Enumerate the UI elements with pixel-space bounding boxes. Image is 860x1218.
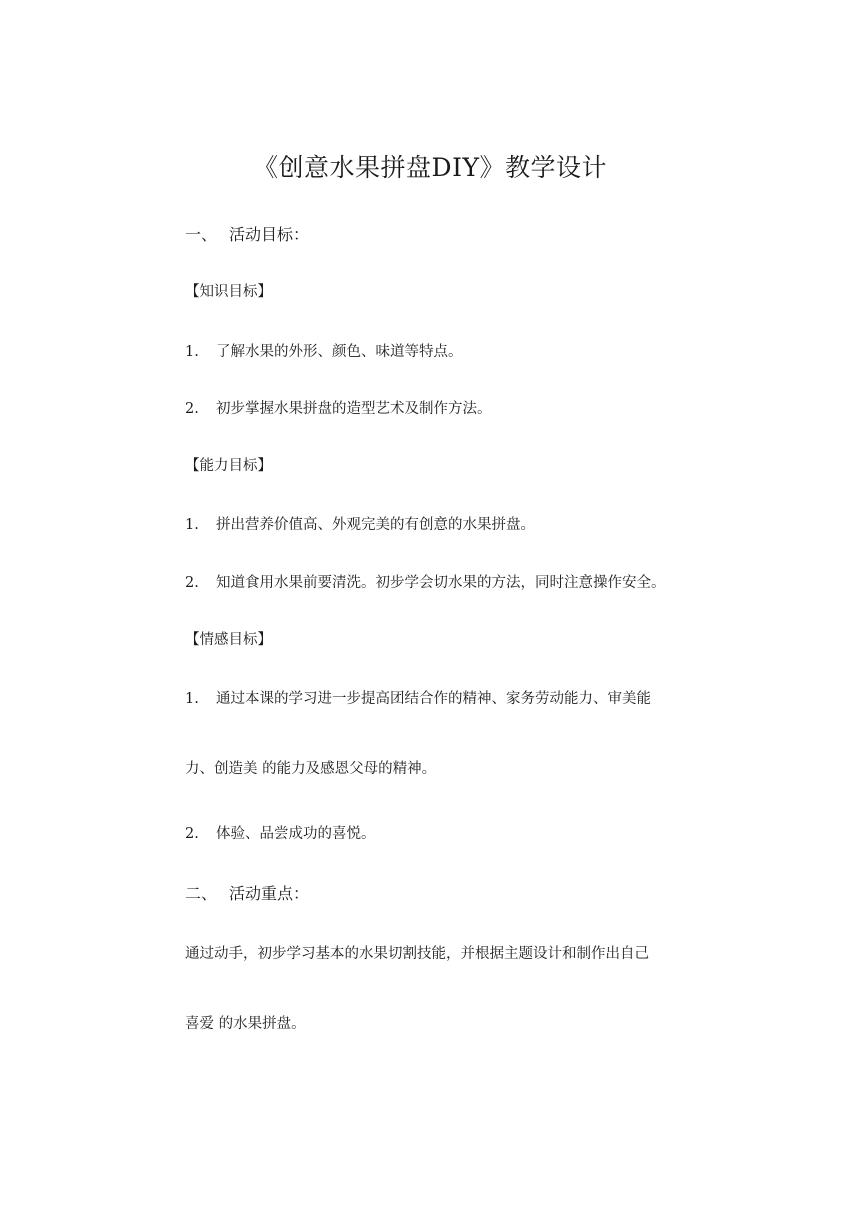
list-number: 2. — [185, 401, 199, 417]
list-item — [185, 687, 651, 708]
document-title: 《创意水果拼盘DIY》教学设计 — [253, 153, 607, 182]
list-text: 体验、品尝成功的喜悦。 — [216, 826, 376, 842]
list-text: 了解水果的外形、颜色、味道等特点。 — [216, 344, 463, 360]
list-number: 1. — [185, 691, 199, 707]
section-number: 二、 — [185, 884, 218, 903]
paragraph-line: 通过动手，初步学习基本的水果切割技能，并根据主题设计和制作出自己 — [185, 946, 649, 962]
list-text: 拼出营养价值高、外观完美的有创意的水果拼盘。 — [216, 517, 535, 533]
section-heading-objectives — [185, 222, 309, 245]
section-heading-focus — [185, 881, 309, 904]
list-item — [185, 571, 666, 592]
section-title: 活动目标： — [229, 225, 310, 244]
list-item — [185, 822, 376, 843]
paragraph-line: 喜爱 的水果拼盘。 — [185, 1016, 306, 1032]
list-number: 1. — [185, 344, 199, 360]
list-text: 初步掌握水果拼盘的造型艺术及制作方法。 — [216, 401, 492, 417]
subheading-knowledge: 【知识目标】 — [185, 284, 272, 300]
list-number: 2. — [185, 826, 199, 842]
list-text: 通过本课的学习进一步提高团结合作的精神、家务劳动能力、审美能 — [216, 691, 651, 707]
list-number: 1. — [185, 517, 199, 533]
list-item — [185, 513, 535, 534]
list-number: 2. — [185, 575, 199, 591]
list-item — [185, 340, 463, 361]
subheading-ability: 【能力目标】 — [185, 458, 272, 474]
subheading-emotion: 【情感目标】 — [185, 632, 272, 648]
list-text: 知道食用水果前要清洗。初步学会切水果的方法，同时注意操作安全。 — [216, 575, 666, 591]
section-title: 活动重点： — [229, 884, 310, 903]
list-item-continuation: 力、创造美 的能力及感恩父母的精神。 — [185, 761, 437, 777]
section-number: 一、 — [185, 225, 218, 244]
list-item — [185, 397, 492, 418]
